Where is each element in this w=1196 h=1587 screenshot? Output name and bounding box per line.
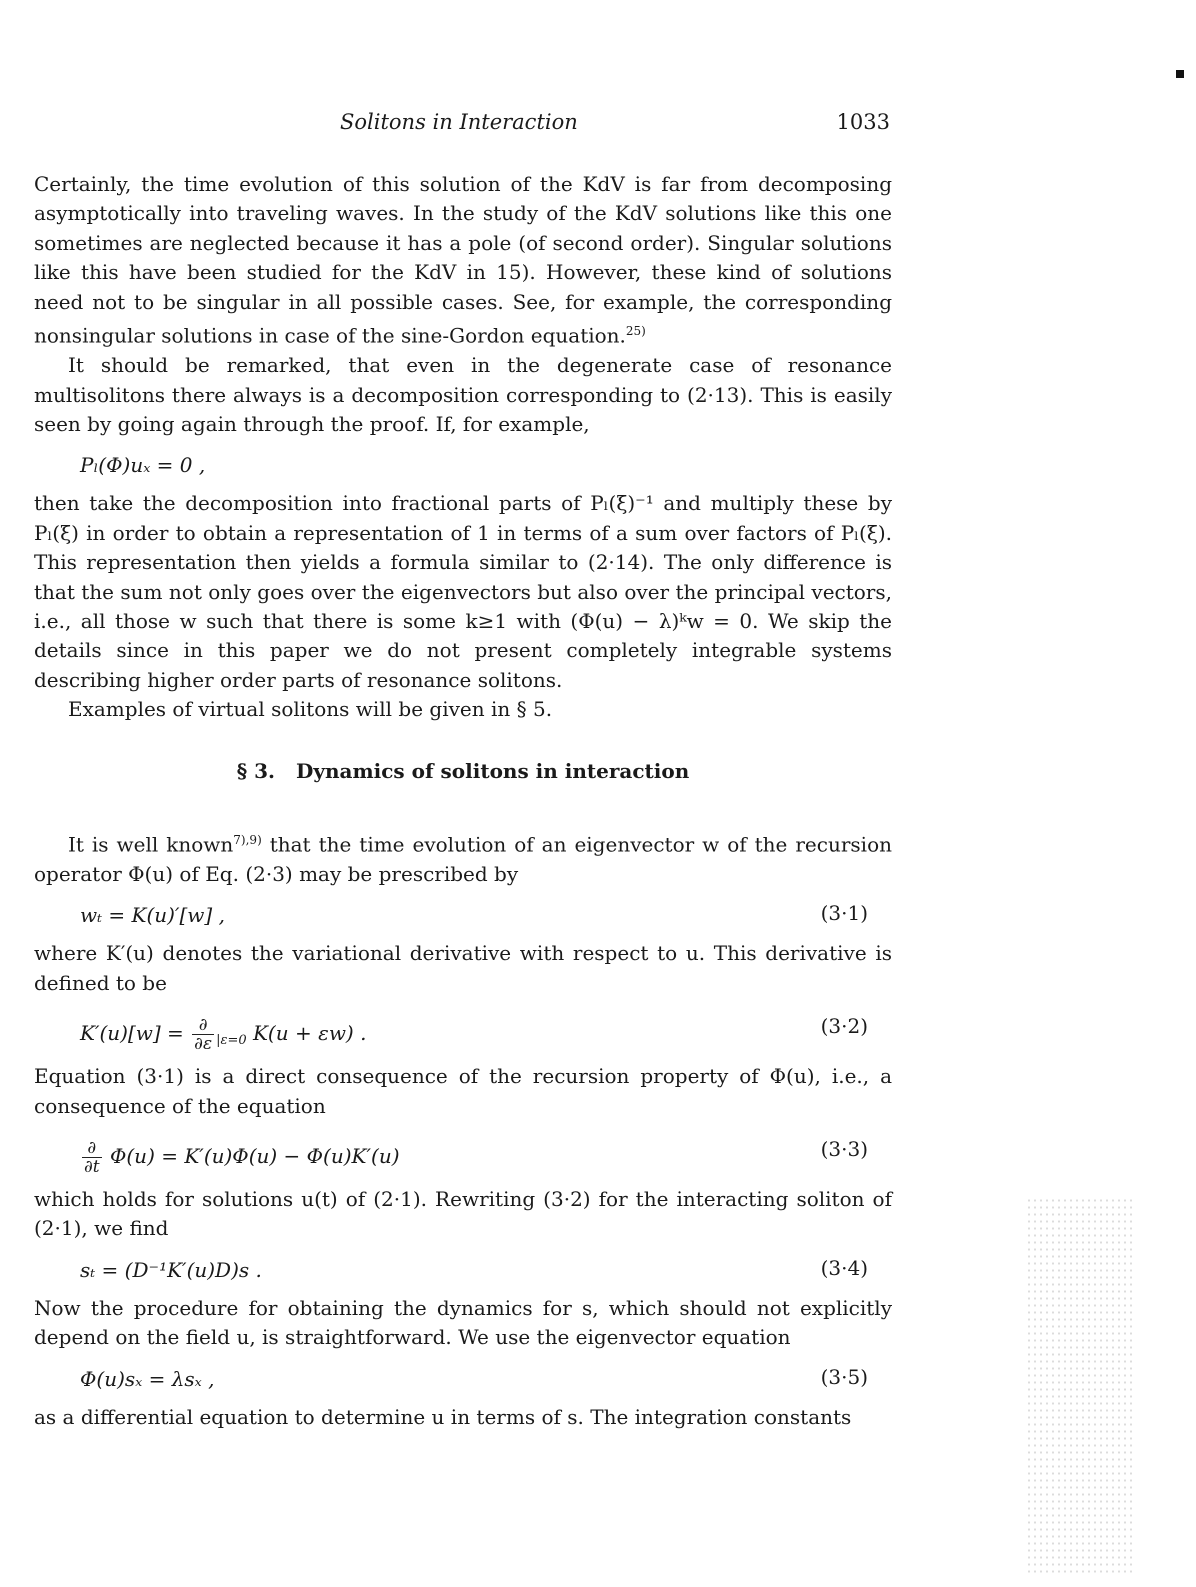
equation-row	[34, 1121, 892, 1185]
equation-lhs: K′(u)[w] =	[80, 1021, 184, 1046]
fraction-numerator: ∂	[82, 1139, 102, 1158]
equation-rhs: Φ(u) = K′(u)Φ(u) − Φ(u)K′(u)	[109, 1144, 400, 1169]
equation-row	[34, 439, 892, 489]
fraction-denominator: ∂ε	[194, 1034, 213, 1055]
fraction	[192, 1016, 214, 1053]
page-number: 1033	[836, 110, 890, 134]
scan-mark	[1176, 70, 1184, 78]
section-heading	[34, 757, 892, 786]
paragraph	[34, 826, 892, 889]
paragraph	[34, 170, 892, 351]
paragraph: as a differential equation to determine u in terms of s. The integration constants	[34, 1404, 852, 1429]
paragraph-text: It is well known	[68, 832, 234, 857]
paragraph: Examples of virtual solitons will be given in § 5.	[68, 697, 553, 722]
section-title: Dynamics of solitons in interaction	[296, 758, 690, 783]
evaluation-subscript: |ε=0	[216, 1033, 247, 1049]
equation-row	[34, 889, 892, 939]
equation: Pₗ(Φ)uₓ = 0 ,	[80, 453, 206, 478]
fraction	[82, 1139, 102, 1176]
equation-rhs: K(u + εw) .	[252, 1021, 367, 1046]
page-header	[340, 110, 890, 134]
equation: sₜ = (D⁻¹K′(u)D)s .	[80, 1257, 262, 1282]
paragraph: where K′(u) denotes the variational derivative with respect to u. This derivative is defined to be	[34, 941, 892, 995]
paragraph-text: that the time evolution of an eigenvector w of the recursion operator Φ(u) of Eq. (2·3) may be prescribed by	[34, 832, 892, 887]
section-number: § 3.	[236, 758, 276, 783]
scan-speckle	[1026, 1197, 1136, 1577]
fraction-denominator: ∂t	[84, 1157, 100, 1178]
equation-row	[34, 1353, 892, 1403]
fraction-numerator: ∂	[192, 1016, 214, 1035]
running-title: Solitons in Interaction	[340, 110, 578, 134]
reference-mark: 25)	[625, 324, 646, 339]
equation: Φ(u)sₓ = λsₓ ,	[80, 1366, 215, 1391]
equation-row	[34, 998, 892, 1062]
paragraph: Now the procedure for obtaining the dynamics for s, which should not explicitly depend on the field u, is straightforward. We use the eigenvector equation	[34, 1295, 892, 1350]
equation-number: (3·5)	[820, 1364, 868, 1389]
equation	[80, 1139, 400, 1176]
paragraph: then take the decomposition into fractional parts of Pₗ(ξ)⁻¹ and multiply these by Pₗ(ξ) in order to obtain a representation of 1 in terms of a sum over factors of Pₗ(ξ). This representation then yields a formula similar to (2·14). The only difference is that the sum not only goes over the eigenvectors but also over the principal vectors, i.e., all those w such that there is some k≥1 with (Φ(u) − λ)ᵏw = 0. We skip the details since in this paper we do not present completely integrable systems describing higher order parts of resonance solitons.	[34, 491, 892, 692]
equation-number: (3·4)	[820, 1255, 868, 1280]
equation-number: (3·2)	[820, 1014, 868, 1039]
reference-mark: 7),9)	[233, 832, 262, 847]
paragraph: which holds for solutions u(t) of (2·1). Rewriting (3·2) for the interacting soliton of (2·1), we find	[34, 1187, 892, 1241]
equation-number: (3·3)	[820, 1137, 868, 1162]
page-body	[34, 170, 892, 1432]
equation-number: (3·1)	[820, 901, 868, 926]
equation: wₜ = K(u)′[w] ,	[80, 903, 225, 928]
paragraph: It should be remarked, that even in the degenerate case of resonance multisolitons there always is a decomposition corresponding to (2·13). This is easily seen by going again through the proof. If, for example,	[34, 353, 892, 436]
equation-row	[34, 1244, 892, 1294]
paragraph: Equation (3·1) is a direct consequence of the recursion property of Φ(u), i.e., a consequence of the equation	[34, 1064, 892, 1118]
paragraph-text: Certainly, the time evolution of this solution of the KdV is far from decomposing asymptotically into traveling waves. In the study of the KdV solutions like this one sometimes are neglected because it has a pole (of second order). Singular solutions like this have been studied for the KdV in 15). However, these kind of solutions need not to be singular in all possible cases. See, for example, the corresponding nonsingular solutions in case of the sine-Gordon equation.	[34, 172, 892, 348]
equation	[80, 1016, 366, 1055]
